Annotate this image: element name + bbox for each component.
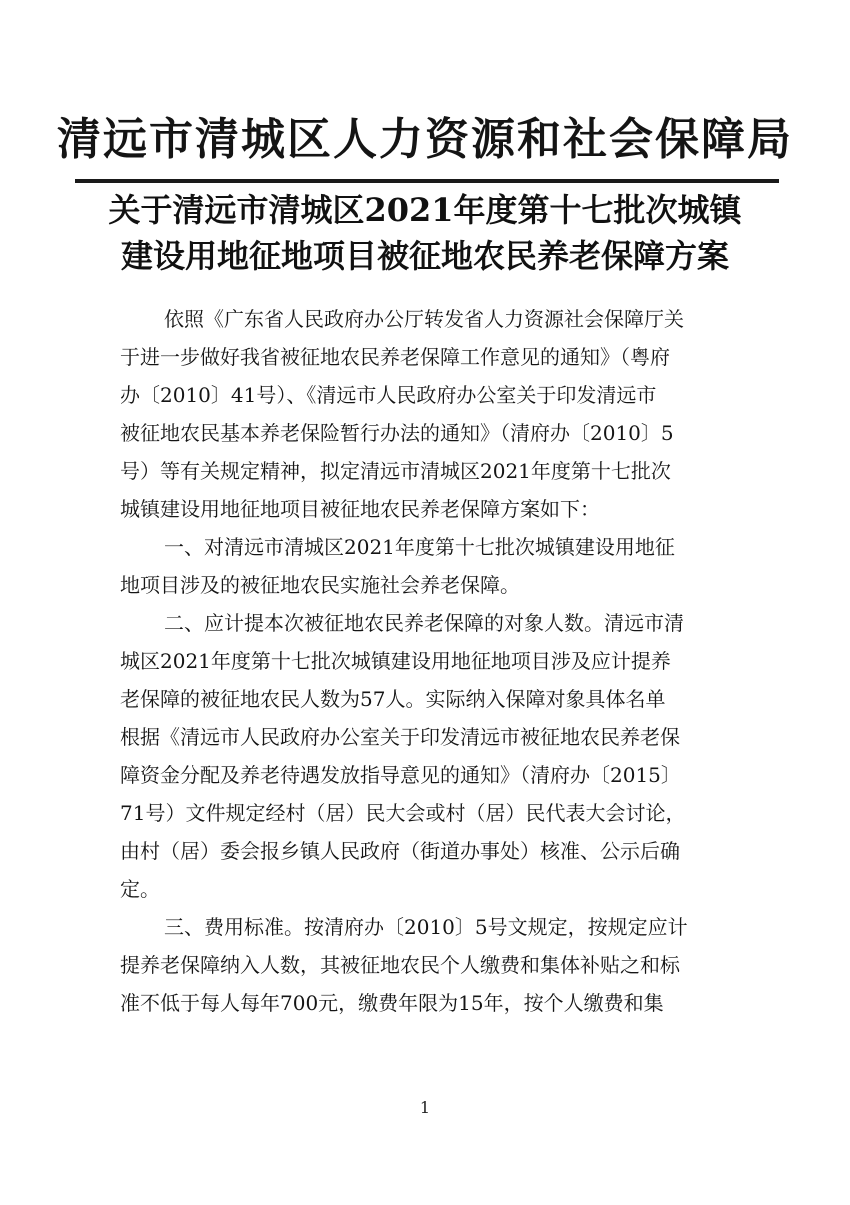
text-line: 于进一步做好我省被征地农民养老保障工作意见的通知》（粤府 [120,345,670,369]
text-line: 提养老保障纳入人数，其被征地农民个人缴费和集体补贴之和标 [120,953,680,977]
document-title-line: 建设用地征地项目被征地农民养老保障方案 [120,237,729,275]
text-line: 办〔2010〕41号）、《清远市人民政府办公室关于印发清远市 [120,383,657,407]
text-line: 被征地农民基本养老保险暂行办法的通知》（清府办〔2010〕5 [120,421,674,445]
text-line: 地项目涉及的被征地农民实施社会养老保障。 [120,573,520,597]
text-line: 由村（居）委会报乡镇人民政府（街道办事处）核准、公示后确 [120,839,680,863]
text-line: 准不低于每人每年700元，缴费年限为15年，按个人缴费和集 [120,991,664,1015]
paragraph-basis [120,300,737,528]
text-line: 障资金分配及养老待遇发放指导意见的通知》（清府办〔2015〕 [120,763,681,787]
paragraph-item-3 [120,908,737,1022]
org-header-title: 清远市清城区人力资源和社会保障局 [57,114,793,165]
text-line: 城区2021年度第十七批次城镇建设用地征地项目涉及应计提养 [120,649,671,673]
text-line: 三、费用标准。按清府办〔2010〕5号文规定，按规定应计 [164,915,688,939]
paragraph-item-1 [120,528,737,604]
text-line: 号）等有关规定精神，拟定清远市清城区2021年度第十七批次 [120,459,671,483]
text-line: 根据《清远市人民政府办公室关于印发清远市被征地农民养老保 [120,725,680,749]
text-line: 依照《广东省人民政府办公厅转发省人力资源社会保障厅关 [164,307,684,331]
header-divider [75,179,779,183]
text-line: 老保障的被征地农民人数为57人。实际纳入保障对象具体名单 [120,687,666,711]
text-line: 二、应计提本次被征地农民养老保障的对象人数。清远市清 [164,611,684,635]
text-line: 71号）文件规定经村（居）民大会或村（居）民代表大会讨论， [120,801,686,825]
page-number: 1 [419,1098,431,1117]
document-title [0,190,850,282]
text-line: 定。 [120,877,160,901]
text-line: 城镇建设用地征地项目被征地农民养老保障方案如下： [120,497,600,521]
document-body [120,300,737,1022]
text-line: 一、对清远市清城区2021年度第十七批次城镇建设用地征 [164,535,675,559]
document-title-line: 关于清远市清城区2021年度第十七批次城镇 [108,191,742,229]
paragraph-item-2 [120,604,737,908]
